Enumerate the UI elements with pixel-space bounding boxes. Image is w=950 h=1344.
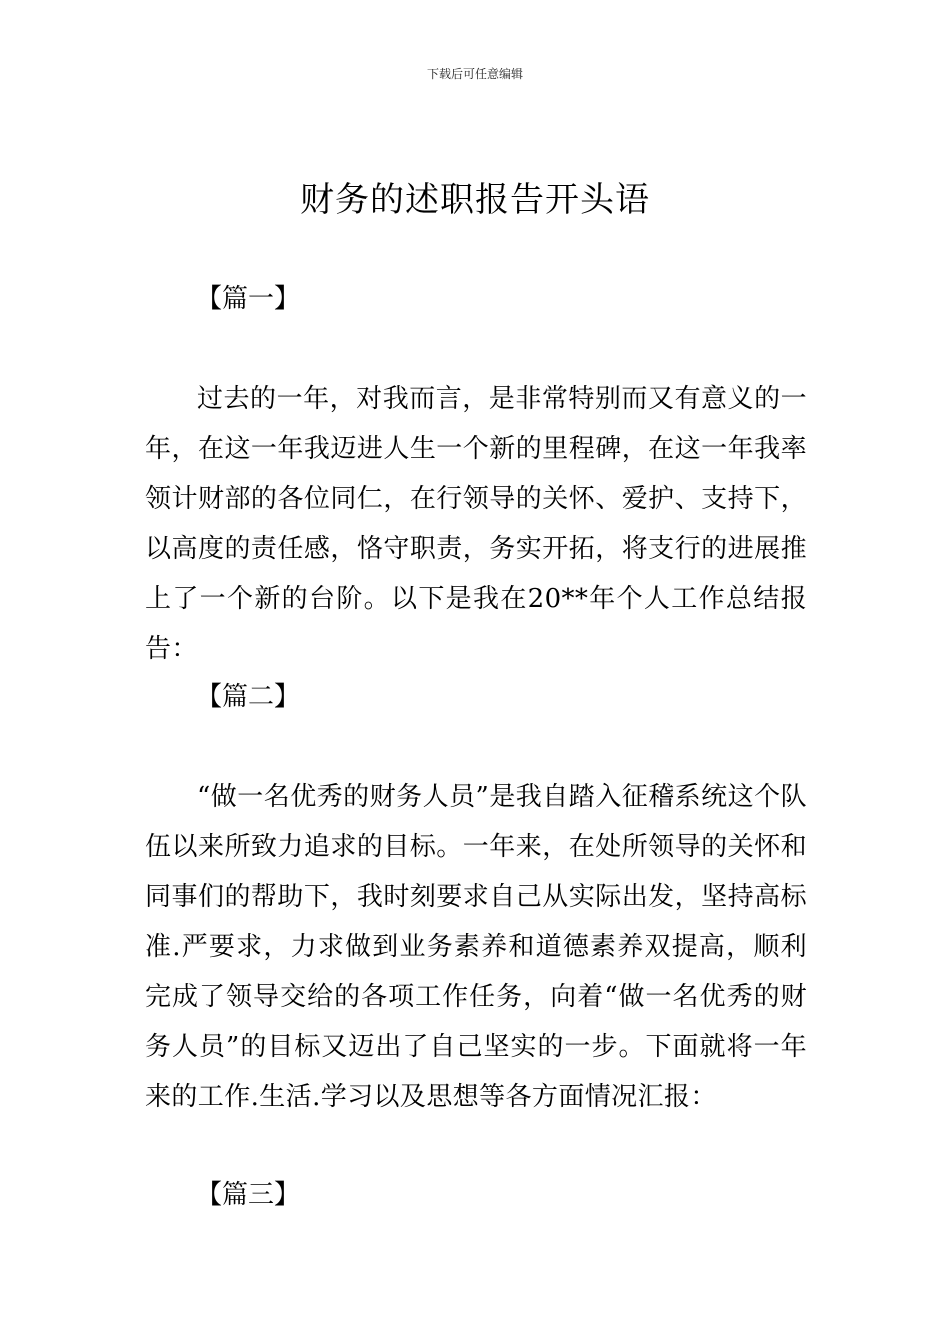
section-heading-1: 【篇一】: [196, 284, 301, 314]
section-heading-3: 【篇三】: [196, 1180, 301, 1210]
document-title: 财务的述职报告开头语: [300, 180, 650, 220]
section-paragraph-1: 过去的一年，对我而言，是非常特别而又有意义的一年，在这一年我迈进人生一个新的里程碑，在这一年我率领计财部的各位同仁，在行领导的关怀、爱护、支持下，以高度的责任感，恪守职责，务实开拓，将支行的进展推上了一个新的台阶。以下是我在20**年个人工作总结报告：: [145, 384, 807, 664]
header-note: 下载后可任意编辑: [426, 67, 523, 81]
section-heading-2: 【篇二】: [196, 682, 301, 712]
section-paragraph-2: “做一名优秀的财务人员”是我自踏入征稽系统这个队伍以来所致力追求的目标。一年来，在处所领导的关怀和同事们的帮助下，我时刻要求自己从实际出发，坚持高标准.严要求，力求做到业务素养和道德素养双提高，顺利完成了领导交给的各项工作任务，向着“做一名优秀的财务人员”的目标又迈出了自己坚实的一步。下面就将一年来的工作.生活.学习以及思想等各方面情况汇报：: [145, 782, 807, 1112]
